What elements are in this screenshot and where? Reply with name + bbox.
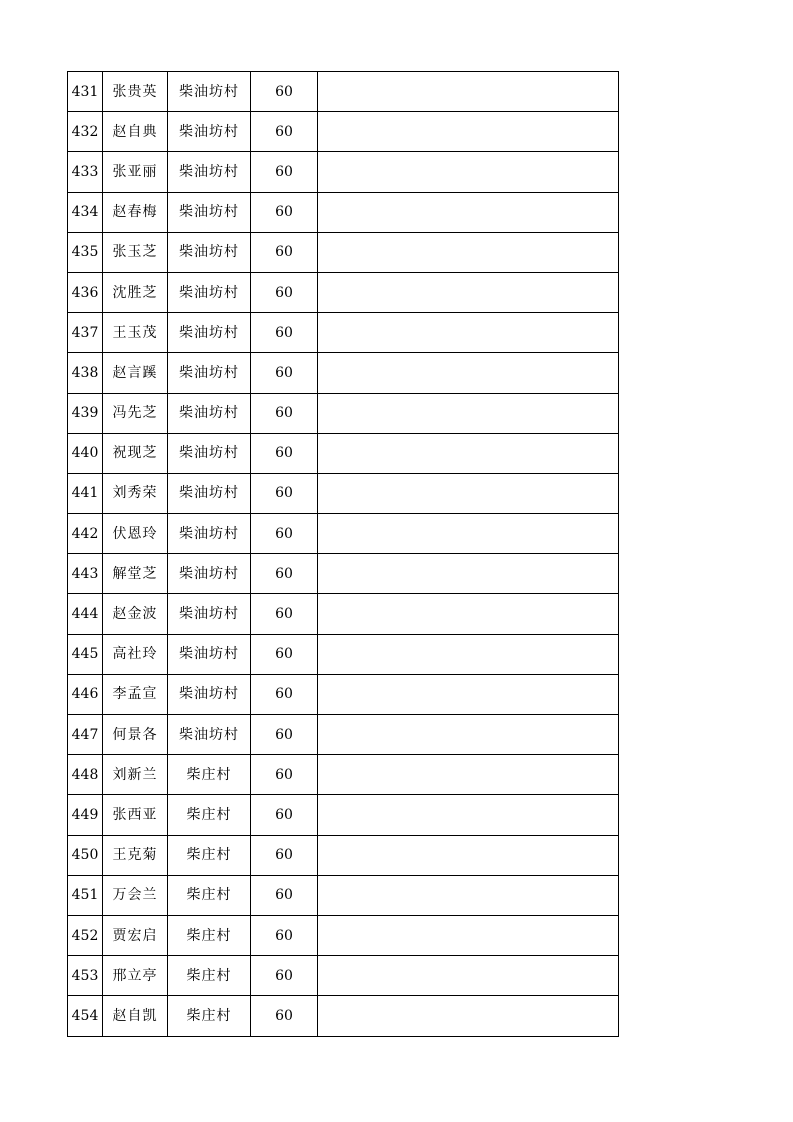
amount-cell: 60 xyxy=(251,72,318,112)
person-name-cell: 何景各 xyxy=(103,715,168,755)
person-name-cell: 赵春梅 xyxy=(103,192,168,232)
person-name-cell: 张亚丽 xyxy=(103,152,168,192)
person-name-cell: 伏恩玲 xyxy=(103,514,168,554)
amount-cell: 60 xyxy=(251,313,318,353)
person-name-cell: 赵金波 xyxy=(103,594,168,634)
person-name-cell: 赵自典 xyxy=(103,112,168,152)
amount-cell: 60 xyxy=(251,272,318,312)
village-name-cell: 柴庄村 xyxy=(168,875,251,915)
row-number-cell: 437 xyxy=(68,313,103,353)
table-row xyxy=(68,835,619,875)
table-row xyxy=(68,514,619,554)
row-number-cell: 435 xyxy=(68,232,103,272)
village-name-cell: 柴油坊村 xyxy=(168,232,251,272)
person-name-cell: 赵自凯 xyxy=(103,996,168,1036)
table-row xyxy=(68,755,619,795)
village-name-cell: 柴油坊村 xyxy=(168,634,251,674)
remark-cell xyxy=(318,353,619,393)
amount-cell: 60 xyxy=(251,232,318,272)
amount-cell: 60 xyxy=(251,795,318,835)
person-name-cell: 祝现芝 xyxy=(103,433,168,473)
row-number-cell: 438 xyxy=(68,353,103,393)
remark-cell xyxy=(318,192,619,232)
remark-cell xyxy=(318,272,619,312)
village-name-cell: 柴庄村 xyxy=(168,755,251,795)
row-number-cell: 446 xyxy=(68,674,103,714)
remark-cell xyxy=(318,554,619,594)
village-name-cell: 柴油坊村 xyxy=(168,473,251,513)
remark-cell xyxy=(318,594,619,634)
row-number-cell: 442 xyxy=(68,514,103,554)
person-name-cell: 张西亚 xyxy=(103,795,168,835)
row-number-cell: 450 xyxy=(68,835,103,875)
person-name-cell: 高社玲 xyxy=(103,634,168,674)
table-row xyxy=(68,112,619,152)
remark-cell xyxy=(318,72,619,112)
amount-cell: 60 xyxy=(251,835,318,875)
row-number-cell: 453 xyxy=(68,956,103,996)
village-name-cell: 柴油坊村 xyxy=(168,112,251,152)
row-number-cell: 452 xyxy=(68,915,103,955)
amount-cell: 60 xyxy=(251,594,318,634)
remark-cell xyxy=(318,996,619,1036)
village-name-cell: 柴油坊村 xyxy=(168,393,251,433)
amount-cell: 60 xyxy=(251,915,318,955)
table-row xyxy=(68,473,619,513)
row-number-cell: 445 xyxy=(68,634,103,674)
table-row xyxy=(68,956,619,996)
table-row xyxy=(68,152,619,192)
table-row xyxy=(68,634,619,674)
remark-cell xyxy=(318,393,619,433)
amount-cell: 60 xyxy=(251,554,318,594)
row-number-cell: 434 xyxy=(68,192,103,232)
table-row xyxy=(68,232,619,272)
remark-cell xyxy=(318,433,619,473)
remark-cell xyxy=(318,755,619,795)
village-name-cell: 柴油坊村 xyxy=(168,554,251,594)
amount-cell: 60 xyxy=(251,715,318,755)
table-row xyxy=(68,353,619,393)
village-name-cell: 柴油坊村 xyxy=(168,152,251,192)
table-row xyxy=(68,594,619,634)
person-name-cell: 冯先芝 xyxy=(103,393,168,433)
table-row xyxy=(68,795,619,835)
roster-table xyxy=(67,71,619,1037)
row-number-cell: 449 xyxy=(68,795,103,835)
row-number-cell: 444 xyxy=(68,594,103,634)
remark-cell xyxy=(318,674,619,714)
table-row xyxy=(68,674,619,714)
village-name-cell: 柴庄村 xyxy=(168,956,251,996)
table-row xyxy=(68,313,619,353)
remark-cell xyxy=(318,956,619,996)
person-name-cell: 邢立亭 xyxy=(103,956,168,996)
amount-cell: 60 xyxy=(251,152,318,192)
remark-cell xyxy=(318,473,619,513)
row-number-cell: 448 xyxy=(68,755,103,795)
village-name-cell: 柴油坊村 xyxy=(168,72,251,112)
village-name-cell: 柴油坊村 xyxy=(168,715,251,755)
row-number-cell: 436 xyxy=(68,272,103,312)
amount-cell: 60 xyxy=(251,473,318,513)
table-row xyxy=(68,996,619,1036)
row-number-cell: 439 xyxy=(68,393,103,433)
person-name-cell: 沈胜芝 xyxy=(103,272,168,312)
person-name-cell: 王玉茂 xyxy=(103,313,168,353)
person-name-cell: 张贵英 xyxy=(103,72,168,112)
amount-cell: 60 xyxy=(251,112,318,152)
person-name-cell: 李孟宣 xyxy=(103,674,168,714)
village-name-cell: 柴庄村 xyxy=(168,795,251,835)
roster-table-body xyxy=(68,72,619,1037)
table-row xyxy=(68,393,619,433)
row-number-cell: 454 xyxy=(68,996,103,1036)
amount-cell: 60 xyxy=(251,755,318,795)
remark-cell xyxy=(318,835,619,875)
amount-cell: 60 xyxy=(251,996,318,1036)
table-row xyxy=(68,433,619,473)
remark-cell xyxy=(318,514,619,554)
person-name-cell: 贾宏启 xyxy=(103,915,168,955)
amount-cell: 60 xyxy=(251,875,318,915)
amount-cell: 60 xyxy=(251,634,318,674)
village-name-cell: 柴油坊村 xyxy=(168,674,251,714)
amount-cell: 60 xyxy=(251,192,318,232)
row-number-cell: 432 xyxy=(68,112,103,152)
person-name-cell: 解堂芝 xyxy=(103,554,168,594)
table-row xyxy=(68,715,619,755)
row-number-cell: 451 xyxy=(68,875,103,915)
person-name-cell: 张玉芝 xyxy=(103,232,168,272)
table-row xyxy=(68,915,619,955)
amount-cell: 60 xyxy=(251,956,318,996)
person-name-cell: 刘新兰 xyxy=(103,755,168,795)
row-number-cell: 443 xyxy=(68,554,103,594)
row-number-cell: 441 xyxy=(68,473,103,513)
person-name-cell: 万会兰 xyxy=(103,875,168,915)
amount-cell: 60 xyxy=(251,393,318,433)
remark-cell xyxy=(318,915,619,955)
row-number-cell: 447 xyxy=(68,715,103,755)
remark-cell xyxy=(318,152,619,192)
table-row xyxy=(68,272,619,312)
amount-cell: 60 xyxy=(251,514,318,554)
row-number-cell: 433 xyxy=(68,152,103,192)
village-name-cell: 柴油坊村 xyxy=(168,353,251,393)
village-name-cell: 柴油坊村 xyxy=(168,433,251,473)
remark-cell xyxy=(318,112,619,152)
remark-cell xyxy=(318,875,619,915)
village-name-cell: 柴油坊村 xyxy=(168,594,251,634)
village-name-cell: 柴庄村 xyxy=(168,835,251,875)
village-name-cell: 柴油坊村 xyxy=(168,313,251,353)
remark-cell xyxy=(318,313,619,353)
table-row xyxy=(68,192,619,232)
remark-cell xyxy=(318,715,619,755)
table-row xyxy=(68,875,619,915)
person-name-cell: 赵言蹊 xyxy=(103,353,168,393)
village-name-cell: 柴油坊村 xyxy=(168,514,251,554)
remark-cell xyxy=(318,795,619,835)
village-name-cell: 柴油坊村 xyxy=(168,192,251,232)
remark-cell xyxy=(318,634,619,674)
person-name-cell: 刘秀荣 xyxy=(103,473,168,513)
village-name-cell: 柴庄村 xyxy=(168,996,251,1036)
village-name-cell: 柴庄村 xyxy=(168,915,251,955)
amount-cell: 60 xyxy=(251,353,318,393)
row-number-cell: 431 xyxy=(68,72,103,112)
village-name-cell: 柴油坊村 xyxy=(168,272,251,312)
amount-cell: 60 xyxy=(251,433,318,473)
table-row xyxy=(68,72,619,112)
person-name-cell: 王克菊 xyxy=(103,835,168,875)
remark-cell xyxy=(318,232,619,272)
table-row xyxy=(68,554,619,594)
amount-cell: 60 xyxy=(251,674,318,714)
row-number-cell: 440 xyxy=(68,433,103,473)
